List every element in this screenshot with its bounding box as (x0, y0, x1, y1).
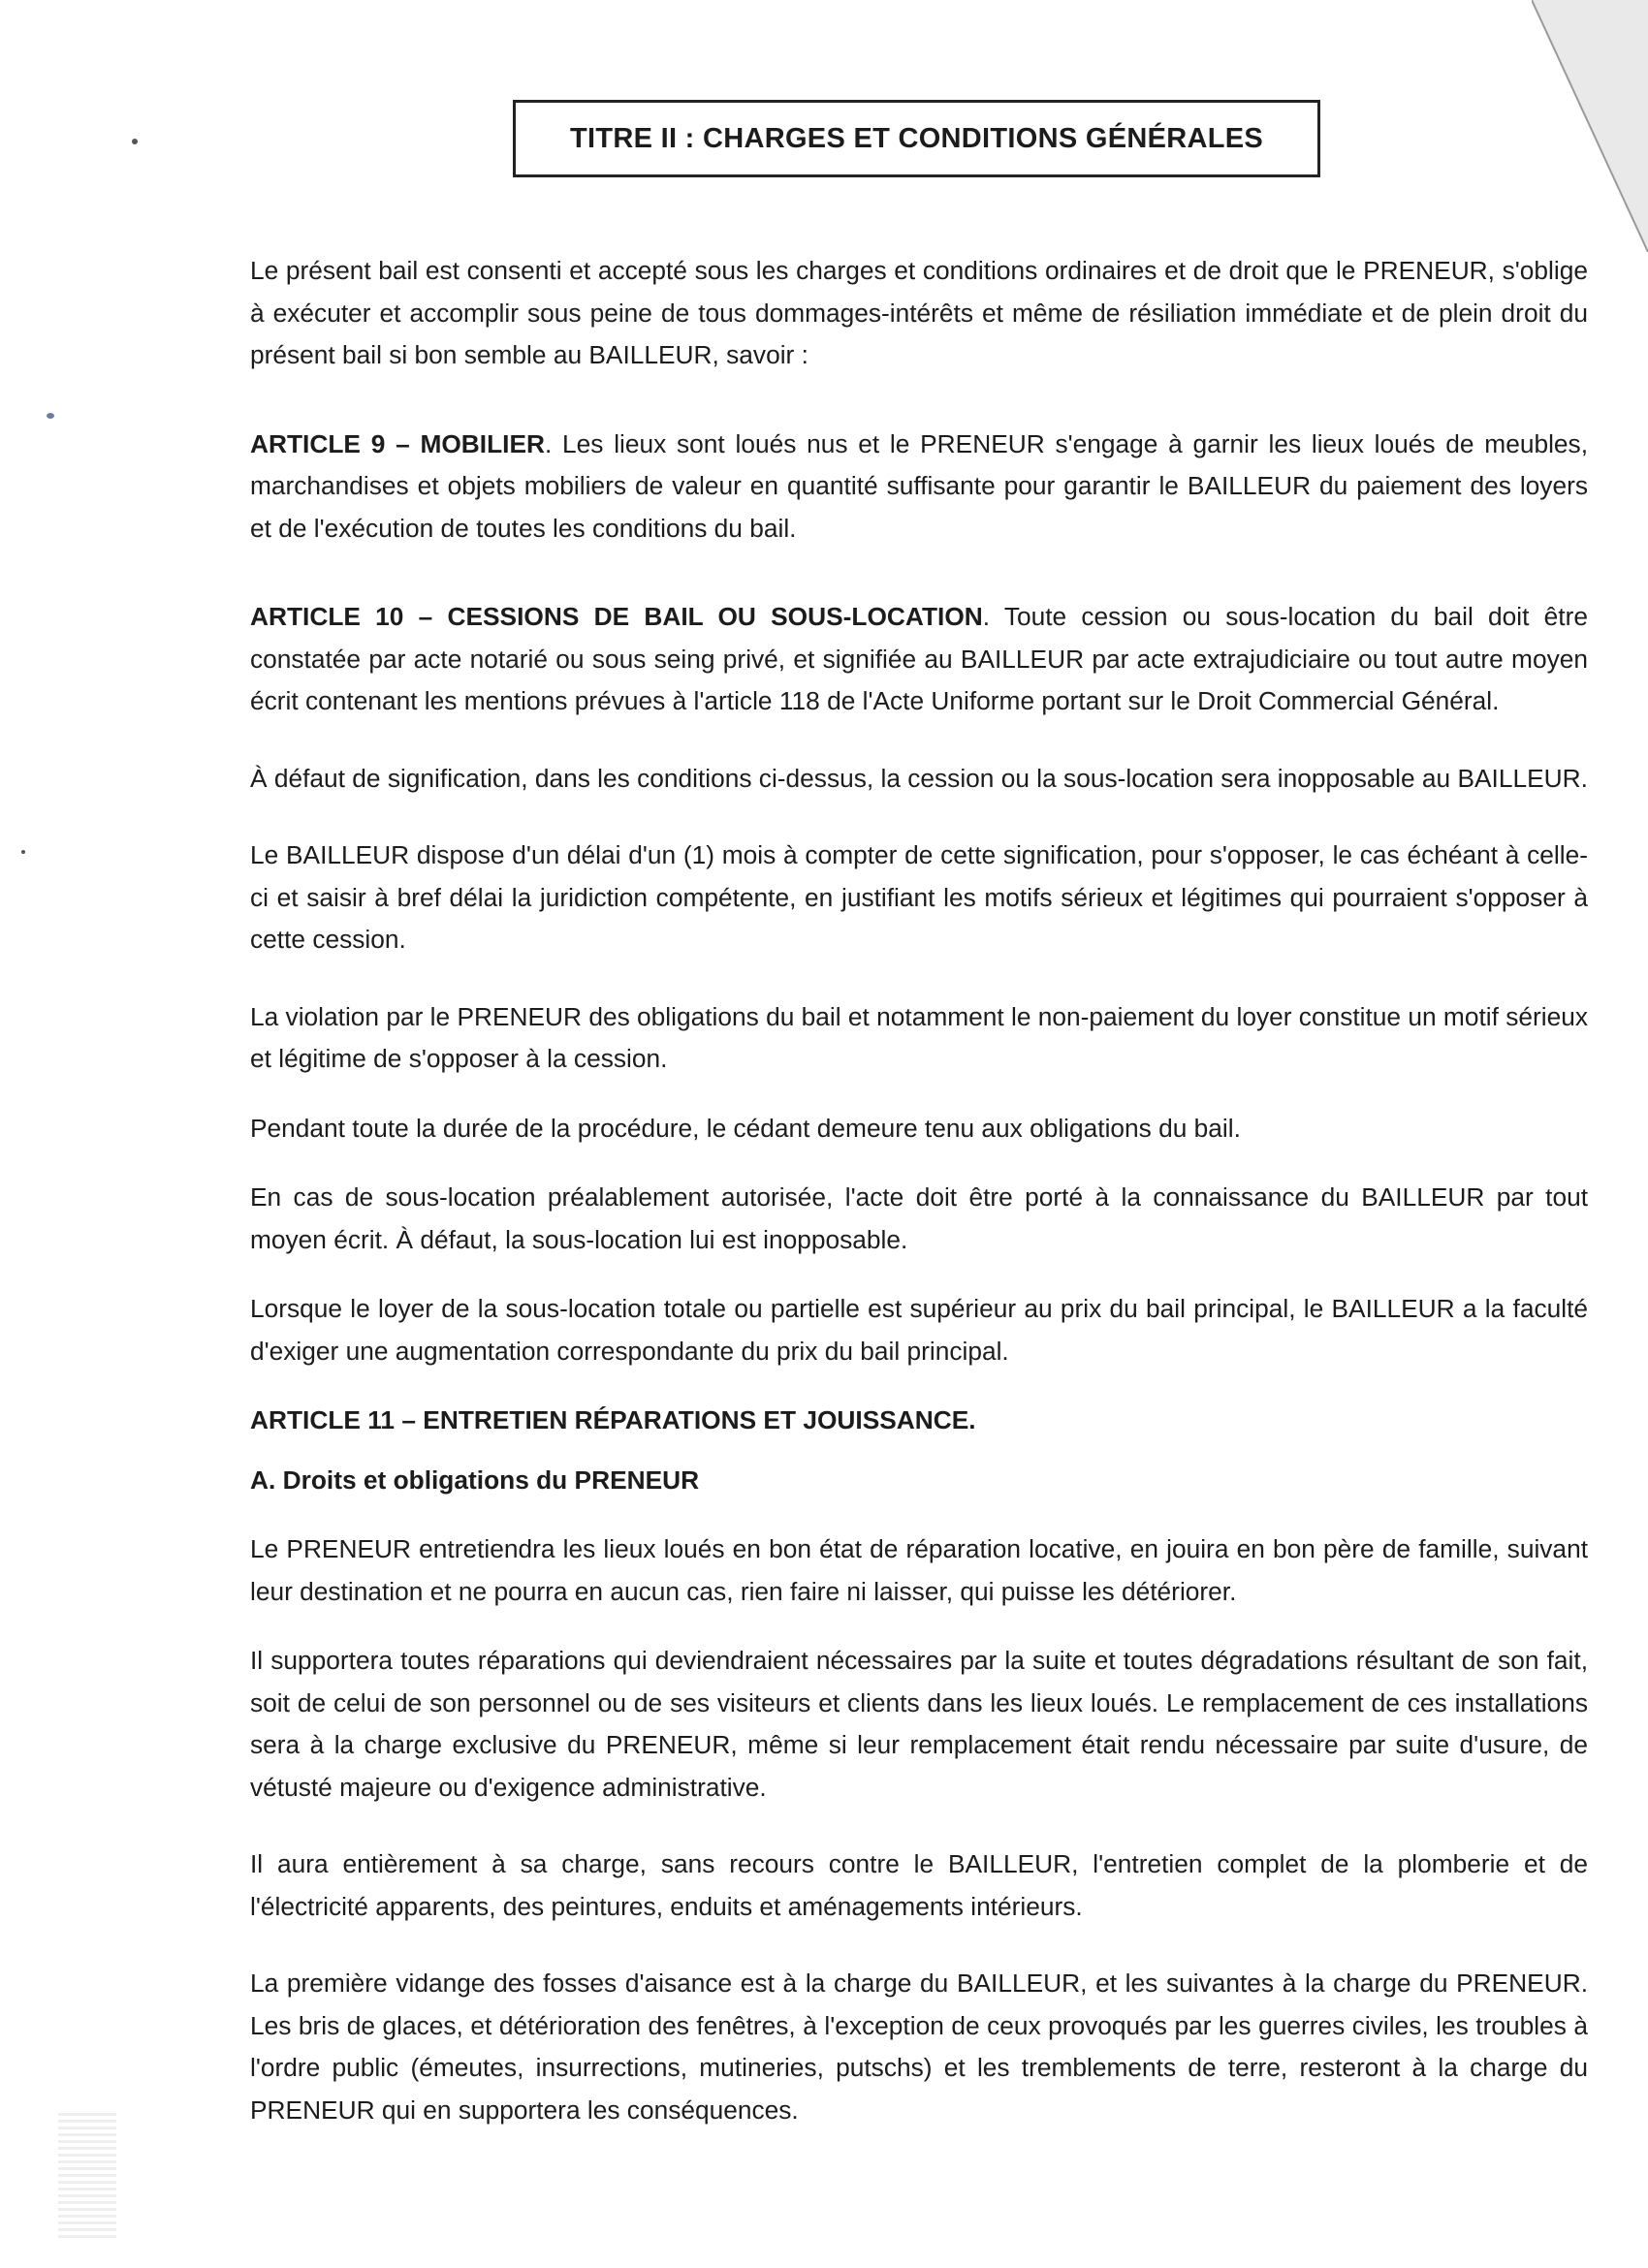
article-10-paragraph (250, 596, 1588, 723)
article-9-paragraph (250, 424, 1588, 551)
article-11-paragraph-2: Il supportera toutes réparations qui deviendraient nécessaires par la suite et toutes dégradations résultant de son fait, soit de celui de son personnel ou de ses visiteurs et clients dans les lieux loués. Le remplacement de ces installations sera à la charge exclusive du PRENEUR, même si leur remplacement était rendu nécessaire par suite d'usure, de vétusté majeure ou d'exigence administrative. (250, 1646, 1588, 1802)
article-9-text: . Les lieux sont loués nus et le PRENEUR s'engage à garnir les lieux loués de meubles, marchandises et objets mobiliers de valeur en quantité suffisante pour garantir le BAILLEUR du paiement des loyers et de l'exécution de toutes les conditions du bail. (250, 428, 1588, 543)
article-11-paragraph-1: Le PRENEUR entretiendra les lieux loués en bon état de réparation locative, en jouira en bon père de famille, suivant leur destination et ne pourra en aucun cas, rien faire ni laisser, qui puisse les détériorer. (250, 1534, 1588, 1606)
article-9-heading: ARTICLE 9 – MOBILIER (250, 428, 545, 458)
article-10-paragraph-7: Lorsque le loyer de la sous-location totale ou partielle est supérieur au prix du bail principal, le BAILLEUR a la faculté d'exiger une augmentation correspondante du prix du bail principal. (250, 1294, 1588, 1366)
article-10-paragraph-6: En cas de sous-location préalablement autorisée, l'acte doit être porté à la connaissance du BAILLEUR par tout moyen écrit. À défaut, la sous-location lui est inopposable. (250, 1182, 1588, 1254)
article-11-heading: ARTICLE 11 – ENTRETIEN RÉPARATIONS ET JOUISSANCE. (250, 1405, 976, 1434)
article-10-paragraph-4: La violation par le PRENEUR des obligations du bail et notamment le non-paiement du loyer constitue un motif sérieux et légitime de s'opposer à la cession. (250, 1001, 1588, 1073)
section-title: TITRE II : CHARGES ET CONDITIONS GÉNÉRALES (569, 122, 1264, 154)
scan-speck (47, 413, 54, 419)
scan-speck (21, 850, 25, 854)
scan-speck (132, 139, 138, 144)
article-10-paragraph-2: À défaut de signification, dans les conditions ci-dessus, la cession ou la sous-location sera inopposable au BAILLEUR. (250, 763, 1588, 793)
article-11-paragraph-3: Il aura entièrement à sa charge, sans recours contre le BAILLEUR, l'entretien complet de la plomberie et de l'électricité apparents, des peintures, enduits et aménagements intérieurs. (250, 1849, 1588, 1921)
article-11-paragraph-4: La première vidange des fosses d'aisance est à la charge du BAILLEUR, et les suivantes à la charge du PRENEUR. Les bris de glaces, et détérioration des fenêtres, à l'exception de ceux provoqués par les guerres civiles, les troubles à l'ordre public (émeutes, insurrections, mutineries, putschs) et les tremblements de terre, resteront à la charge du PRENEUR qui en supportera les conséquences. (250, 1969, 1588, 2125)
document-body (250, 250, 1588, 2131)
article-10-paragraph-5: Pendant toute la durée de la procédure, le cédant demeure tenu aux obligations du bail. (250, 1113, 1241, 1143)
folded-page-corner (1532, 0, 1648, 252)
article-10-paragraph-3: Le BAILLEUR dispose d'un délai d'un (1) mois à compter de cette signification, pour s'opposer, le cas échéant à celle-ci et saisir à bref délai la juridiction compétente, en justifiant les motifs sérieux et légitimes qui pourraient s'opposer à cette cession. (250, 840, 1588, 954)
article-10-text: . Toute cession ou sous-location du bail doit être constatée par acte notarié ou sous seing privé, et signifiée au BAILLEUR par acte extrajudiciaire ou tout autre moyen écrit contenant les mentions prévues à l'article 118 de l'Acte Uniforme portant sur le Droit Commercial Général. (250, 602, 1588, 715)
scan-artifact (58, 2113, 116, 2239)
article-10-heading: ARTICLE 10 – CESSIONS DE BAIL OU SOUS-LOCATION (250, 602, 983, 631)
section-title-box (513, 100, 1320, 177)
intro-paragraph: Le présent bail est consenti et accepté sous les charges et conditions ordinaires et de droit que le PRENEUR, s'oblige à exécuter et accomplir sous peine de tous dommages-intérêts et même de résiliation immédiate et de plein droit du présent bail si bon semble au BAILLEUR, savoir : (250, 256, 1588, 369)
article-11-subheading: A. Droits et obligations du PRENEUR (250, 1465, 700, 1495)
